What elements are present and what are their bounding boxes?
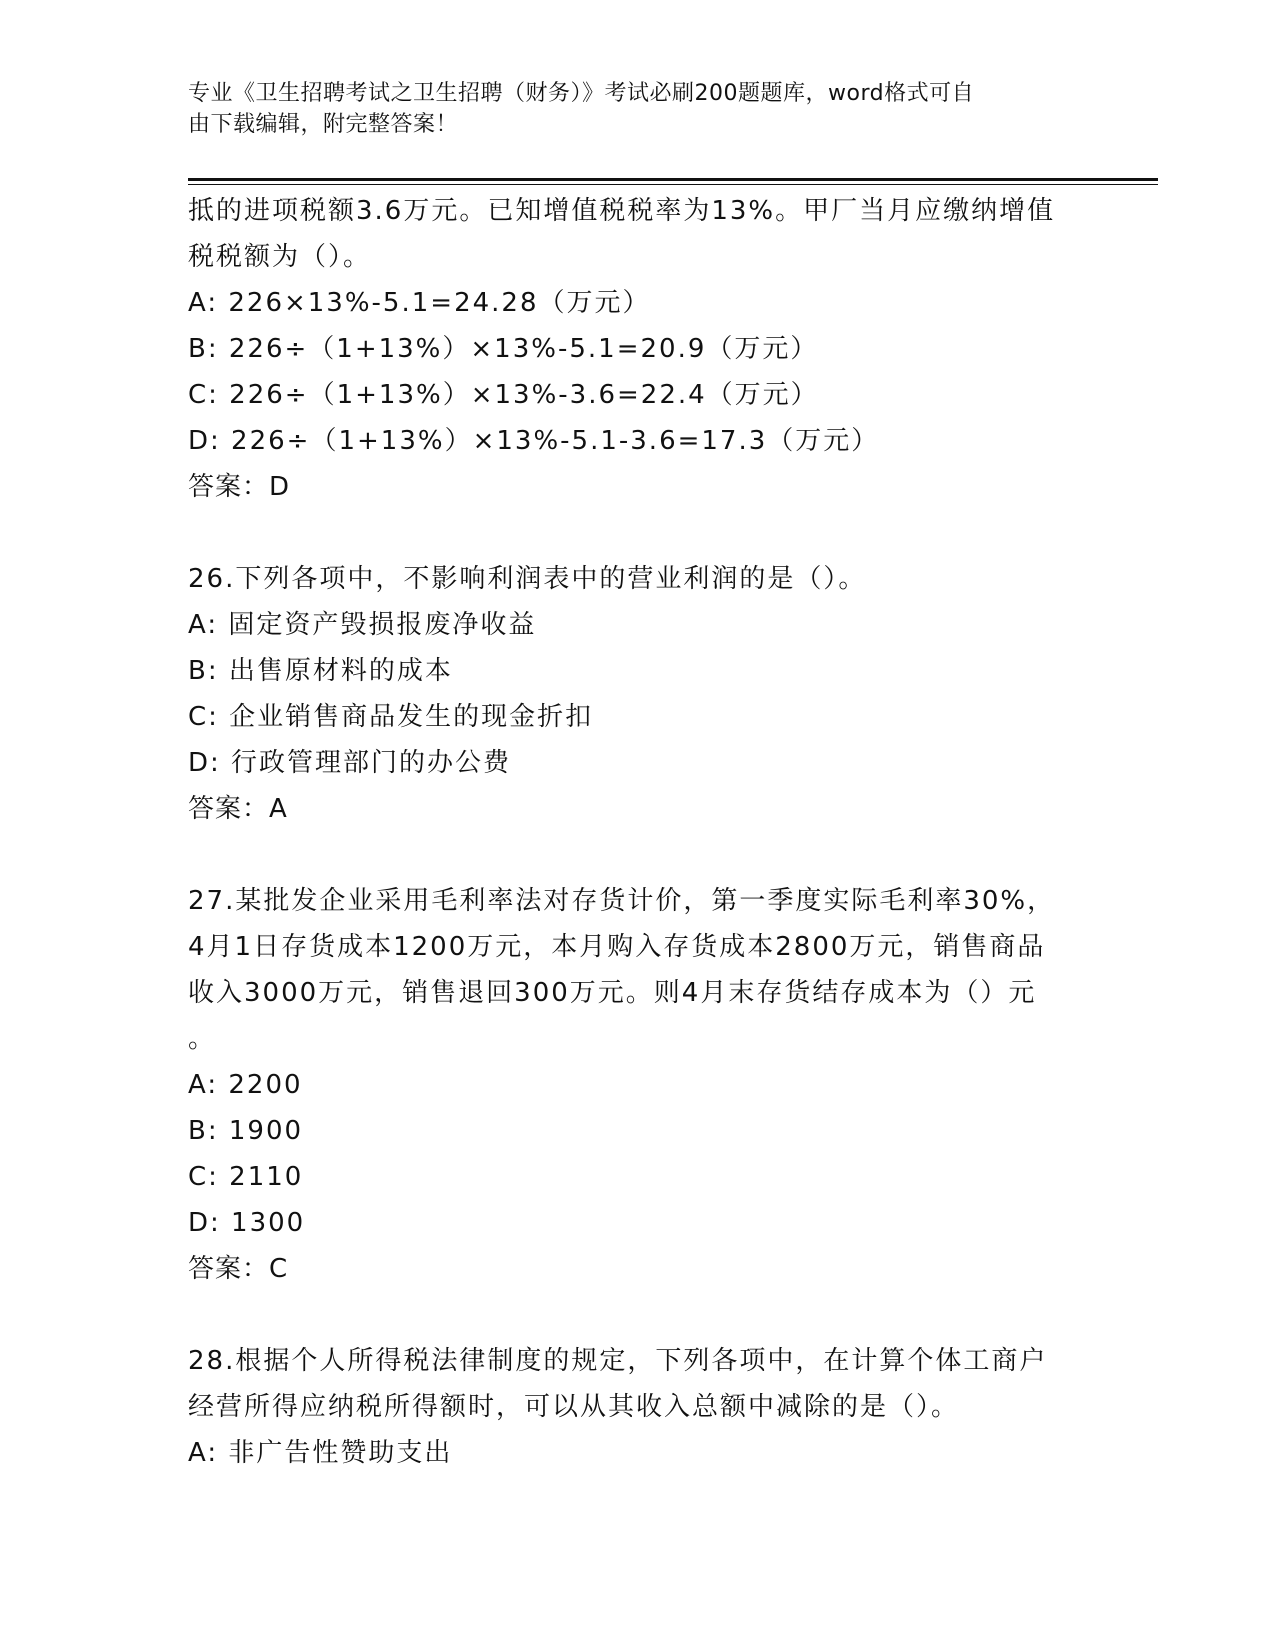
option-b: B: 226÷（1+13%）×13%-5.1=20.9（万元） — [188, 334, 819, 364]
document-header — [188, 78, 1068, 140]
option-d: D: 行政管理部门的办公费 — [188, 748, 512, 778]
question-stem: 。 — [188, 1024, 217, 1054]
question-stem: 税税额为（）。 — [188, 242, 372, 272]
option-c: C: 企业销售商品发生的现金折扣 — [188, 702, 594, 732]
question-25 — [188, 188, 1088, 510]
option-d: D: 1300 — [188, 1208, 306, 1238]
question-stem: 4月1日存货成本1200万元，本月购入存货成本2800万元，销售商品 — [188, 932, 1046, 962]
answer: 答案：A — [188, 794, 288, 824]
option-b: B: 1900 — [188, 1116, 304, 1146]
question-stem: 27.某批发企业采用毛利率法对存货计价，第一季度实际毛利率30%， — [188, 886, 1056, 916]
answer: 答案：D — [188, 472, 291, 502]
question-stem: 收入3000万元，销售退回300万元。则4月末存货结存成本为（）元 — [188, 978, 1037, 1008]
question-stem: 抵的进项税额3.6万元。已知增值税税率为13%。甲厂当月应缴纳增值 — [188, 196, 1056, 226]
question-list — [188, 188, 1088, 1476]
header-title-line-2: 由下载编辑，附完整答案！ — [188, 112, 459, 137]
option-b: B: 出售原材料的成本 — [188, 656, 453, 686]
question-28 — [188, 1338, 1088, 1476]
question-stem: 28.根据个人所得税法律制度的规定，下列各项中，在计算个体工商户 — [188, 1346, 1048, 1376]
option-a: A: 非广告性赞助支出 — [188, 1438, 453, 1468]
option-d: D: 226÷（1+13%）×13%-5.1-3.6=17.3（万元） — [188, 426, 880, 456]
header-divider-thick — [188, 178, 1158, 181]
question-27 — [188, 878, 1088, 1292]
option-c: C: 226÷（1+13%）×13%-3.6=22.4（万元） — [188, 380, 819, 410]
option-a: A: 2200 — [188, 1070, 303, 1100]
header-title-line-1: 专业《卫生招聘考试之卫生招聘（财务）》考试必刷200题题库，word格式可自 — [188, 81, 975, 106]
header-divider-thin — [188, 184, 1158, 185]
question-stem: 26.下列各项中，不影响利润表中的营业利润的是（）。 — [188, 564, 867, 594]
answer: 答案：C — [188, 1254, 289, 1284]
option-a: A: 固定资产毁损报废净收益 — [188, 610, 537, 640]
question-26 — [188, 556, 1088, 832]
option-c: C: 2110 — [188, 1162, 304, 1192]
question-stem: 经营所得应纳税所得额时，可以从其收入总额中减除的是（）。 — [188, 1392, 960, 1422]
option-a: A: 226×13%-5.1=24.28（万元） — [188, 288, 651, 318]
